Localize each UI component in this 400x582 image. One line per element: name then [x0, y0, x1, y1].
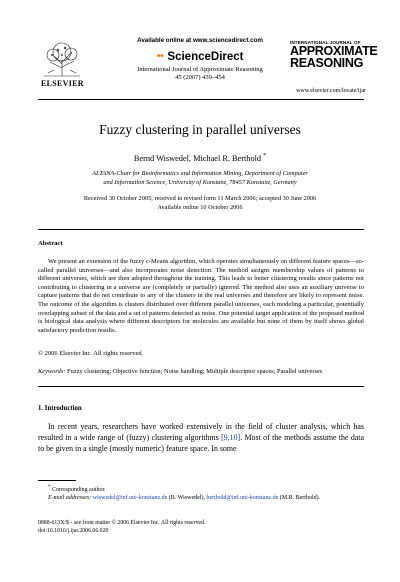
corresponding-author-note [38, 484, 364, 494]
journal-logo-line1: INTERNATIONAL JOURNAL OF [290, 40, 361, 45]
abstract-top-divider [38, 229, 364, 230]
section-heading: 1. Introduction [38, 405, 82, 412]
publisher-name: ELSEVIER [41, 79, 84, 88]
citation-link[interactable]: [9,10] [221, 432, 241, 442]
sciencedirect-dots-icon: ●● [156, 52, 163, 60]
email-owner-1: (B. Wiswedel), [168, 495, 205, 502]
keywords-label: Keywords: [38, 368, 66, 375]
author-footnote-mark[interactable]: * [263, 153, 267, 159]
article-title: Fuzzy clustering in parallel universes [99, 122, 301, 137]
author-names: Bernd Wiswedel, Michael R. Berthold [133, 153, 262, 163]
abstract-body: We present an extension of the fuzzy c-Means algorithm, which operates simultaneously on different feature spaces—so-called parallel universes—and also incorporates noise detection. The method assigns membership values of patterns to different universes, which are then adopted throughout the training. This leads to better clustering results since patterns not contributing to clustering in a universe are (completely or partially) ignored. The method also uses an auxiliary universe to capture patterns that do not contribute to any of the clusters in the real universes and therefore are likely to represent noise. The outcome of the algorithm is clusters distributed over different parallel universes, each modeling a particular, potentially overlapping subset of the data and a set of patterns detected as noise. One potential target application of the proposed method is biological data analysis where different descriptors for molecules are available but none of them by itself shows global satisfactory prediction results. [38, 258, 364, 334]
sciencedirect-name: ScienceDirect [167, 51, 244, 63]
abstract-copyright: © 2006 Elsevier Inc. All rights reserved. [38, 350, 144, 357]
article-authors [0, 153, 400, 163]
email-addresses [38, 494, 364, 502]
header-divider [38, 99, 364, 100]
journal-url[interactable]: www.elsevier.com/locate/ijar [296, 88, 366, 94]
journal-citation: 45 (2007) 439–454 [175, 74, 225, 81]
email-link-1[interactable]: wiswedel@inf.uni-konstanz.de [92, 495, 168, 502]
affiliation-line1: ALTANA-Chair for Bioinformatics and Information Mining, Department of Computer [92, 170, 308, 177]
received-dates: Received 30 October 2005; received in revised form 11 March 2006; accepted 30 June 2006 [83, 195, 317, 202]
footnotes [38, 484, 364, 502]
journal-logo [290, 40, 378, 70]
footnote-divider [38, 480, 76, 481]
keywords-list: Fuzzy clustering; Objective function; Noise handling; Multiple descriptor spaces; Parallel universes [67, 368, 323, 375]
issn-line: 0888-613X/$ - see front matter © 2006 Elsevier Inc. All rights reserved. [38, 520, 206, 526]
email-owner-2: (M.R. Berthold). [279, 495, 321, 502]
intro-text-part1: In recent years, researchers have worked extensively in the field of cluster analysis, which has resulted in a wide range of (fuzzy) clustering algorithms [38, 422, 364, 442]
journal-logo-line3: REASONING [290, 56, 364, 70]
abstract-bottom-divider [38, 386, 364, 387]
email-label: E-mail addresses: [48, 495, 92, 502]
journal-logo-line2: APPROXIMATE [290, 44, 378, 58]
article-dates [0, 195, 400, 212]
doi-line[interactable]: doi:10.1016/j.ijar.2006.06.020 [38, 528, 109, 534]
journal-name: International Journal of Approximate Reasoning [137, 66, 263, 73]
intro-paragraph [38, 422, 364, 454]
available-online-text: Available online at www.sciencedirect.com [137, 37, 263, 44]
affiliation-line2: and Information Science, University of Konstanz, 78457 Konstanz, Germany [103, 178, 297, 186]
intro-text-part2: . Most of the methods assume the data to be given in a single (mostly numeric) feature space. In some [38, 432, 364, 453]
corresponding-author-text: Corresponding author. [52, 487, 106, 493]
page-footer [38, 519, 205, 535]
keywords [38, 368, 364, 375]
affiliation [0, 170, 400, 187]
abstract-heading: Abstract [38, 240, 63, 247]
email-link-2[interactable]: berthold@inf.uni-konstanz.de [206, 495, 279, 502]
available-online-date: Available online 10 October 2006 [157, 203, 243, 211]
footnote-mark: * [48, 485, 51, 490]
